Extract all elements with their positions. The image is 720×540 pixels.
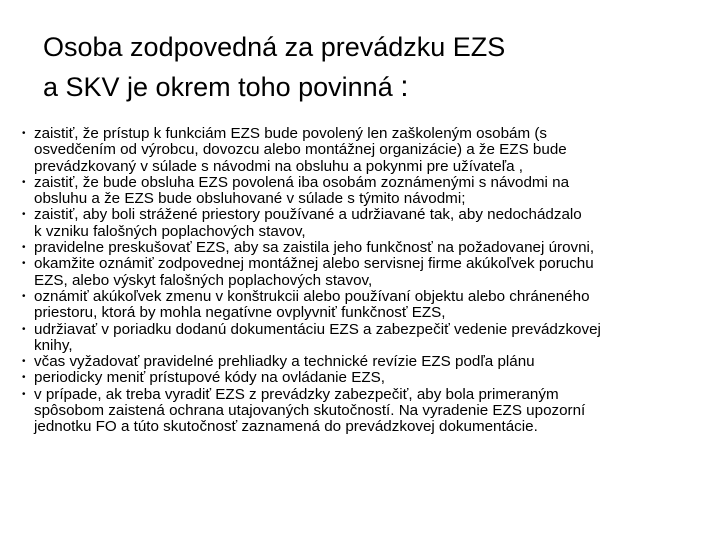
bullet-text: zaistiť, že prístup k funkciám EZS bude povolený len zaškoleným osobám (s osvedčením od výrobcu, dovozcu alebo montážnej organizácie) a že EZS bude prevádzkovaný v súlade s návodmi na obsluhu a pokynmi pre užívateľa , [34, 125, 567, 175]
slide-title [43, 27, 683, 107]
bullet-item-7 [22, 322, 712, 355]
bullet-item-5 [22, 256, 712, 289]
bullet-item-8 [22, 354, 712, 370]
bullet-text: udržiavať v poriadku dodanú dokumentáciu EZS a zabezpečiť vedenie prevádzkovej knihy, [34, 320, 601, 354]
bullet-item-6 [22, 289, 712, 322]
bullet-item-4 [22, 240, 712, 256]
bullet-icon: • [22, 209, 26, 221]
title-line-1: Osoba zodpovedná za prevádzku EZS [43, 32, 506, 62]
bullet-icon: • [22, 356, 26, 368]
bullet-icon: • [22, 242, 26, 254]
bullet-icon: • [22, 258, 26, 270]
bullet-item-9 [22, 370, 712, 386]
bullet-icon: • [22, 372, 26, 384]
bullet-text: okamžite oznámiť zodpovednej montážnej alebo servisnej firme akúkoľvek poruchu EZS, alebo výskyt falošných poplachových stavov, [34, 255, 594, 289]
bullet-text: v prípade, ak treba vyradiť EZS z prevádzky zabezpečiť, aby bola primeraným spôsobom zaistená ochrana utajovaných skutočností. Na vyradenie EZS upozorní jednotku FO a túto skutočnosť zaznamená do prevádzkovej dokumentácie. [34, 385, 586, 436]
bullet-icon: • [22, 290, 26, 302]
title-colon: : [400, 70, 409, 103]
bullet-icon: • [22, 128, 26, 139]
bullet-icon: • [22, 388, 26, 400]
bullet-text: oznámiť akúkoľvek zmenu v konštrukcii alebo používaní objektu alebo chráneného priestoru, ktorá by mohla negatívne ovplyvniť funkčnosť EZS, [34, 287, 590, 322]
bullet-list [22, 126, 712, 436]
bullet-item-2 [22, 175, 712, 208]
bullet-icon: • [22, 323, 26, 335]
bullet-text: periodicky meniť prístupové kódy na ovládanie EZS, [34, 369, 385, 387]
bullet-item-1 [22, 126, 712, 175]
bullet-text: zaistiť, aby boli strážené priestory používané a udržiavané tak, aby nedochádzalo k vzniku falošných poplachových stavov, [34, 206, 582, 240]
bullet-icon: • [22, 176, 26, 188]
bullet-item-10 [22, 387, 712, 436]
bullet-text: včas vyžadovať pravidelné prehliadky a technické revízie EZS podľa plánu [34, 353, 535, 371]
bullet-text: pravidelne preskušovať EZS, aby sa zaistila jeho funkčnosť na požadovanej úrovni, [34, 239, 595, 257]
bullet-text: zaistiť, že bude obsluha EZS povolená iba osobám zoznámenými s návodmi na obsluhu a že EZS bude obsluhované v súlade s týmito návodmi; [34, 173, 570, 208]
bullet-item-3 [22, 207, 712, 240]
title-line-2 [43, 67, 683, 107]
title-line-2-text: a SKV je okrem toho povinná [43, 72, 401, 102]
